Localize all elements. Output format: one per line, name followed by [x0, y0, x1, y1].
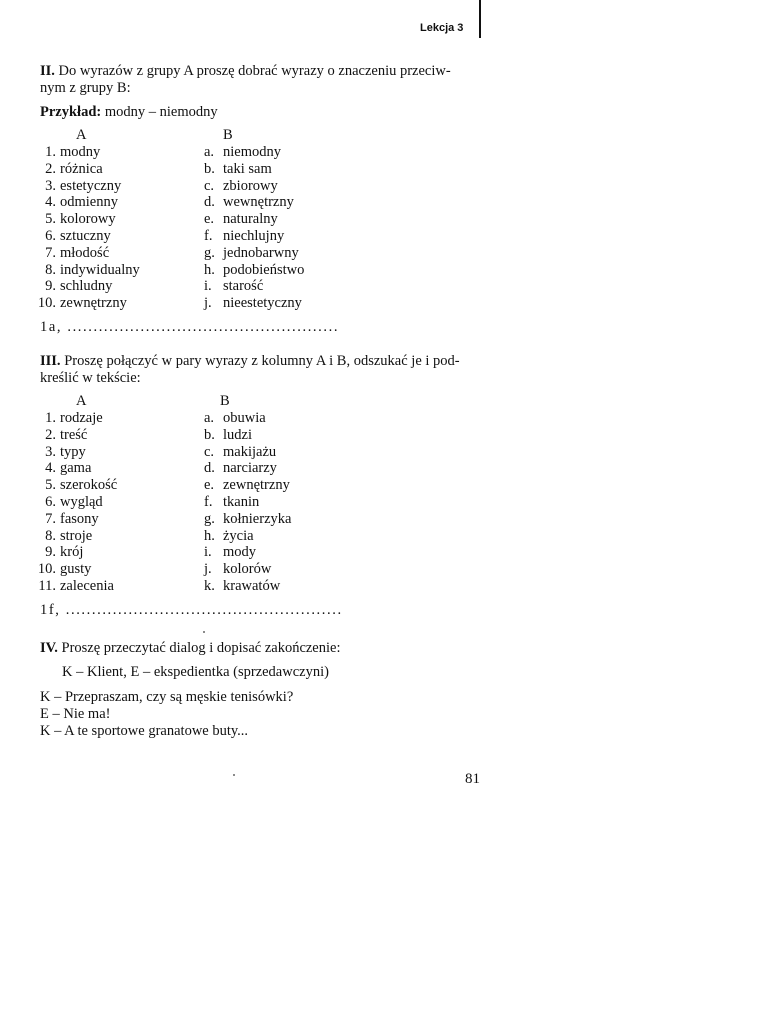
exercise-2-number: II.: [40, 63, 55, 79]
example-text: modny – niemodny: [104, 104, 218, 120]
item-word: wewnętrzny: [223, 194, 294, 211]
item-letter: c.: [204, 177, 215, 194]
exercise-2-answer-dots: ....................................................: [67, 319, 340, 335]
exercise-2-instruction-line-2: nym z grupy B:: [40, 80, 131, 96]
item-number: 9.: [45, 278, 56, 295]
item-letter: a.: [204, 144, 215, 160]
list-item: [34, 561, 117, 578]
item-letter: e.: [204, 477, 215, 494]
item-word: krawatów: [223, 577, 281, 594]
item-word: młodość: [60, 244, 110, 261]
item-letter: h.: [204, 261, 215, 278]
exercise-3-text-1: Proszę połączyć w pary wyrazy z kolumny A i B, odszukać je i pod-: [64, 353, 460, 369]
list-item: [204, 161, 304, 178]
list-item: [204, 511, 291, 528]
exercise-2-answer-prefix: 1a,: [40, 319, 63, 335]
item-word: schludny: [60, 278, 113, 295]
item-number: 4.: [45, 194, 56, 211]
exercise-2-column-a-heading: A: [76, 127, 87, 143]
item-word: zewnętrzny: [60, 295, 127, 312]
list-item: [204, 578, 291, 595]
list-item: [34, 144, 140, 161]
item-word: sztuczny: [60, 227, 111, 244]
item-word: życia: [223, 527, 254, 544]
item-letter: b.: [204, 426, 215, 443]
list-item: [204, 561, 291, 578]
item-letter: f.: [204, 227, 213, 244]
list-item: [34, 278, 140, 295]
exercise-3-number: III.: [40, 353, 61, 369]
dialog-line: K – A te sportowe granatowe buty...: [40, 723, 249, 739]
item-word: krój: [60, 544, 84, 561]
list-item: [34, 178, 140, 195]
list-item: [204, 544, 291, 561]
item-word: stroje: [60, 527, 93, 544]
exercise-3-column-a-heading: A: [76, 393, 87, 409]
item-word: makijażu: [223, 443, 277, 460]
item-word: gama: [60, 460, 92, 477]
item-number: 7.: [45, 244, 56, 261]
item-word: niechlujny: [223, 227, 285, 244]
item-letter: j.: [204, 561, 212, 578]
example-label: Przykład:: [40, 104, 102, 120]
item-word: różnica: [60, 160, 103, 177]
exercise-2-answer-line: [40, 319, 482, 336]
exercise-4-instruction: [40, 640, 341, 657]
item-letter: a.: [204, 410, 215, 426]
header-rule: [479, 0, 481, 38]
list-item: [34, 460, 117, 477]
item-word: obuwia: [223, 410, 266, 426]
item-word: zalecenia: [60, 577, 114, 594]
exercise-3-answer-line: [40, 602, 482, 619]
list-item: [34, 161, 140, 178]
item-word: treść: [60, 426, 88, 443]
list-item: [204, 194, 304, 211]
item-letter: j.: [204, 295, 212, 312]
item-word: fasony: [60, 510, 99, 527]
item-word: odmienny: [60, 194, 118, 211]
item-word: taki sam: [223, 160, 272, 177]
item-word: starość: [223, 278, 264, 295]
exercise-4-number: IV.: [40, 640, 58, 656]
list-item: [204, 460, 291, 477]
item-word: naturalny: [223, 211, 278, 228]
item-word: estetyczny: [60, 177, 122, 194]
list-item: [34, 544, 117, 561]
item-letter: e.: [204, 211, 215, 228]
list-item: [204, 444, 291, 461]
list-item: [34, 295, 140, 312]
item-number: 9.: [45, 544, 56, 561]
list-item: [34, 494, 117, 511]
item-number: 3.: [45, 177, 56, 194]
list-item: [204, 178, 304, 195]
list-item: [34, 528, 117, 545]
item-letter: f.: [204, 493, 213, 510]
item-number: 8.: [45, 261, 56, 278]
list-item: [204, 410, 291, 427]
list-item: [204, 144, 304, 161]
item-number: 2.: [45, 426, 56, 443]
list-item: [34, 262, 140, 279]
list-item: [204, 228, 304, 245]
item-word: wygląd: [60, 493, 103, 510]
item-letter: c.: [204, 443, 215, 460]
item-number: 4.: [45, 460, 56, 477]
list-item: [204, 494, 291, 511]
item-number: 6.: [45, 227, 56, 244]
item-word: kolorowy: [60, 211, 116, 228]
list-item: [34, 578, 117, 595]
list-item: [34, 245, 140, 262]
item-letter: d.: [204, 194, 215, 211]
exercise-3-column-b: [204, 410, 291, 595]
exercise-4-text: Proszę przeczytać dialog i dopisać zakończenie:: [61, 640, 341, 656]
item-letter: b.: [204, 160, 215, 177]
exercise-3-instruction-line-2: kreślić w tekście:: [40, 370, 141, 386]
item-word: niemodny: [223, 144, 281, 160]
item-number: 5.: [45, 477, 56, 494]
lesson-header: Lekcja 3: [420, 22, 464, 34]
item-word: zbiorowy: [223, 177, 278, 194]
item-number: 5.: [45, 211, 56, 228]
exercise-2-instruction-line-1: [40, 63, 451, 80]
item-word: jednobarwny: [223, 244, 299, 261]
page-number: 81: [465, 771, 480, 787]
item-letter: k.: [204, 577, 215, 594]
item-word: kolorów: [223, 561, 272, 578]
exercise-2-example: [40, 104, 218, 121]
item-word: nieestetyczny: [223, 295, 302, 312]
item-letter: i.: [204, 278, 212, 295]
item-word: rodzaje: [60, 410, 103, 426]
item-number: 7.: [45, 510, 56, 527]
item-number: 1.: [45, 410, 56, 426]
list-item: [34, 511, 117, 528]
list-item: [34, 194, 140, 211]
item-word: kołnierzyka: [223, 510, 292, 527]
list-item: [34, 444, 117, 461]
dialog-line: E – Nie ma!: [40, 706, 111, 722]
item-number: 3.: [45, 443, 56, 460]
item-number: 11.: [38, 577, 56, 594]
item-word: typy: [60, 443, 86, 460]
item-word: mody: [223, 544, 257, 561]
scan-speck: [233, 774, 235, 776]
list-item: [204, 262, 304, 279]
list-item: [34, 427, 117, 444]
dialog-line: K – Przepraszam, czy są męskie tenisówki?: [40, 689, 294, 705]
item-number: 10.: [37, 295, 56, 312]
scan-speck: [203, 631, 205, 633]
item-number: 1.: [45, 144, 56, 160]
item-word: gusty: [60, 561, 92, 578]
list-item: [34, 228, 140, 245]
item-number: 10.: [37, 561, 56, 578]
list-item: [204, 427, 291, 444]
exercise-3-instruction-line-1: [40, 353, 460, 370]
list-item: [34, 211, 140, 228]
list-item: [204, 477, 291, 494]
exercise-2-text-1: Do wyrazów z grupy A proszę dobrać wyrazy o znaczeniu przeciw-: [58, 63, 451, 79]
item-letter: h.: [204, 527, 215, 544]
item-word: zewnętrzny: [223, 477, 290, 494]
item-word: ludzi: [223, 426, 252, 443]
exercise-3-answer-prefix: 1f,: [40, 602, 61, 618]
item-word: szerokość: [60, 477, 118, 494]
item-word: tkanin: [223, 493, 260, 510]
item-letter: d.: [204, 460, 215, 477]
item-letter: g.: [204, 510, 215, 527]
exercise-2-column-b: [204, 144, 304, 312]
item-letter: i.: [204, 544, 212, 561]
item-number: 6.: [45, 493, 56, 510]
list-item: [204, 245, 304, 262]
item-number: 8.: [45, 527, 56, 544]
item-word: modny: [60, 144, 101, 160]
exercise-2-column-a: [34, 144, 140, 312]
exercise-3-answer-dots: .....................................................: [65, 602, 343, 618]
list-item: [204, 211, 304, 228]
item-word: narciarzy: [223, 460, 277, 477]
list-item: [204, 295, 304, 312]
item-word: podobieństwo: [223, 261, 305, 278]
exercise-2-column-b-heading: B: [223, 127, 233, 143]
item-number: 2.: [45, 160, 56, 177]
exercise-3-column-b-heading: B: [220, 393, 230, 409]
item-word: indywidualny: [60, 261, 140, 278]
exercise-4-legend: K – Klient, E – ekspedientka (sprzedawczyni): [62, 664, 329, 680]
list-item: [34, 477, 117, 494]
list-item: [204, 278, 304, 295]
list-item: [204, 528, 291, 545]
item-letter: g.: [204, 244, 215, 261]
exercise-3-column-a: [34, 410, 117, 595]
list-item: [34, 410, 117, 427]
